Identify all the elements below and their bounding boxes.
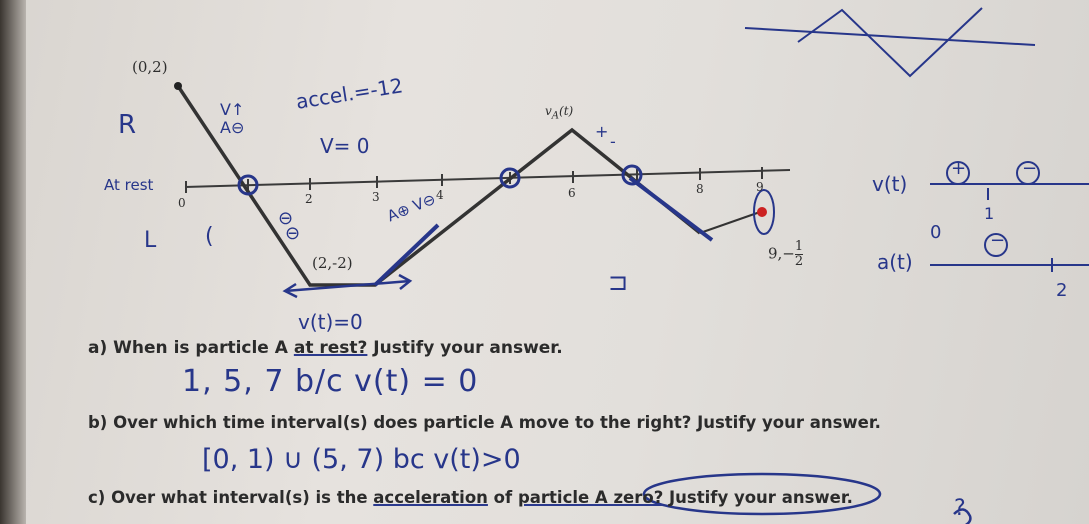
hand-theta-2: ⊖ <box>285 223 301 244</box>
hand-theta-1: ⊖ <box>278 208 294 229</box>
axis-ticks <box>186 167 762 193</box>
hand-plus: + <box>595 122 609 141</box>
hand-vt-zero: v(t)=0 <box>298 310 363 334</box>
hand-accel-velocity-signs: A⊕ V⊖ <box>384 189 439 226</box>
tick-label-2: 2 <box>305 192 313 206</box>
sign-chart-two: 2 <box>1056 280 1068 301</box>
question-b: b) Over which time interval(s) does particle A move to the right? Justify your answer. <box>88 413 881 432</box>
hand-L: L <box>144 228 157 253</box>
hand-paren: ( <box>205 224 214 249</box>
end-point <box>757 207 767 217</box>
sign-chart-a-label: a(t) <box>877 250 913 274</box>
question-c: c) Over what interval(s) is the acceleration of particle A zero? Justify your answer. <box>88 488 853 507</box>
tick-label-3: 3 <box>372 190 380 204</box>
answer-b: [0, 1) ∪ (5, 7) bc v(t)>0 <box>202 444 521 475</box>
hand-accel-value: accel.=-12 <box>294 73 405 114</box>
sign-chart-v-label: v(t) <box>872 172 908 196</box>
hand-at-rest: At rest <box>104 176 154 194</box>
start-point <box>174 82 182 90</box>
sign-chart-one: 1 <box>984 204 995 223</box>
sign-chart-minus-2: − <box>990 230 1006 251</box>
question-a: a) When is particle A at rest? Justify your answer. <box>88 338 563 358</box>
velocity-tail <box>700 212 760 233</box>
hand-velocity-sign: V↑ <box>220 100 245 119</box>
hand-accel-sign: A⊖ <box>220 118 245 137</box>
answer-a: 1, 5, 7 b/c v(t) = 0 <box>182 364 479 399</box>
sign-chart-plus: + <box>951 158 967 179</box>
endpoint-label: 9,− $\frac{1}{2}$ <box>768 239 804 269</box>
hand-R: R <box>118 110 137 140</box>
sign-chart-zero: 0 <box>930 222 942 243</box>
velocity-function-label: $v_A(t)$ <box>545 104 574 122</box>
tick-label-9: 9 <box>756 180 764 194</box>
tick-label-6: 6 <box>568 186 576 200</box>
hand-question-mark: ? <box>954 496 966 521</box>
sign-chart-minus-1: − <box>1022 158 1038 179</box>
hand-bracket: ⊐ <box>608 268 629 296</box>
hand-v-zero: V= 0 <box>320 134 370 158</box>
hand-minus: - <box>610 132 616 151</box>
minimum-label: (2,-2) <box>312 254 353 272</box>
origin-label: (0,2) <box>132 58 168 76</box>
tick-label-0: 0 <box>178 196 186 210</box>
tick-label-8: 8 <box>696 182 704 196</box>
bottom-double-arrow <box>285 281 410 291</box>
tick-label-4: 4 <box>436 188 444 202</box>
